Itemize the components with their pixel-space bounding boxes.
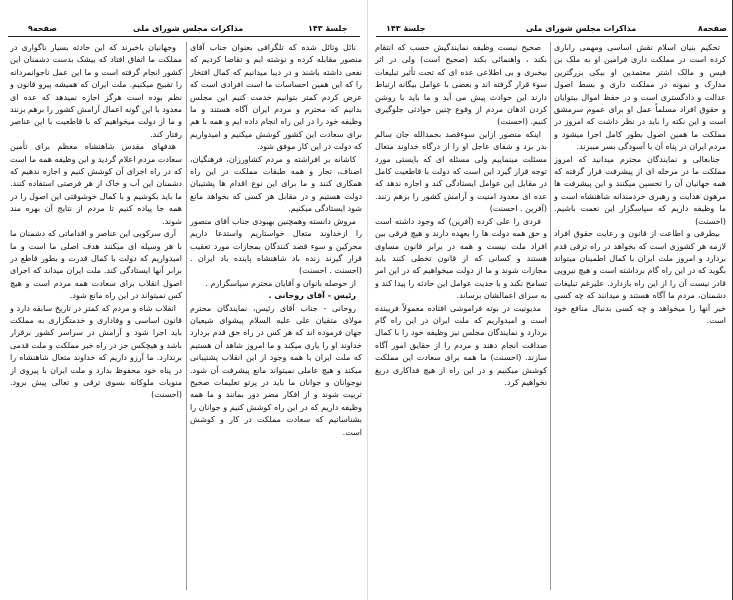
column-right xyxy=(190,42,362,590)
paragraph: نائل وتائل شده که تلگرافی بعنوان جناب آقای منصور مقابله کرده و نوشته ایم و تقاضا کردیم که نفعی داشته باشند و در دیبا میدانیم که کمال افتخار را که این همین احساسات ما است افرادی است که عرض کردم کمتر بتوانیم خدمت کنیم این مجلس بدانیم که محترم و مردم ایران آگاه هستند و ما وظیفه خود را در این راه انجام داده ایم و همه با هم برای سعادت این کشور کوشش میکنیم و امیدواریم که دولت در این کار موفق شود. xyxy=(190,43,362,152)
paragraph: مدیونیت در بوته فراموشی افتاده معمولاً فریبنده است و امیدواریم که ملت ایران در این راه گام بردارد و نمایندگان مجلس نیز وظیفه خود را با کمال صداقت انجام دهند و مردم را از حقایق امور آگاه سازند. (احسنت) ما همه برای سعادت این مملکت کوشش میکنیم و در این راه از هیچ فداکاری دریغ نخواهیم کرد. xyxy=(375,303,547,387)
paragraph: روحانی - جناب آقای رئیس، نمایندگان محترم مولای متقیان علی علیه السلام پیشوای شیعیان جهان فرموده اند که هر کس در راه حق قدم بردارد خداوند او را یاری میکند و ما امروز شاهد آن هستیم که ملت ایران با همه وجود از این انقلاب پشتیبانی میکند و هیچ عاملی نمیتواند مانع پیشرفت آن شود. نوجوانان و جوانان ما باید در پرتو تعلیمات صحیح تربیت شوند و از افکار مضر دور بمانند و ما همه وظیفه داریم که در این راه کوشش کنیم و جوانان را بشناسانیم که سعادت مملکت در کار و کوشش است. xyxy=(190,303,362,437)
paragraph: اینکه منصور ازاین سوءقصد بحمدالله جان سالم بدر برد و شفای عاجل او را از درگاه خداوند متعال مسئلت مینماییم ولی مسئله ای که بایستی مورد توجه قرار گیرد این است که دولت با قاطعیت کامل در مقابل این عوامل ایستادگی کند و اجازه ندهد که عده ای معدود امنیت و آرامش کشور را برهم زنند. (آفرین . احسنت) xyxy=(375,129,547,214)
paragraph: هدفهای مقدس شاهنشاه معظم برای تأمین سعادت مردم اعلام گردید و این وظیفه همه ما است که در راه اجرای آن کوشش کنیم و اجازه ندهیم که دشمنان این آب و خاک از هر فرصتی استفاده کنند. ما باید بکوشیم و با کمال خوشوقتی این اصول را در همه جا پیاده کنیم تا مردم از نتایج آن بهره مند شوند. xyxy=(10,142,182,226)
right-page xyxy=(367,0,733,600)
column-divider xyxy=(186,42,187,590)
paragraph: از حوصله بانوان و آقایان محترم سپاسگزارم . xyxy=(205,278,356,288)
paragraph: مروش دانسته وهمچنین بهبودی جناب آقای منصور را ازخداوند متعال خواستاریم واستدعا داریم محرکین و سوء قصد کنندگان بمجازات مورد تعقیب قرار گیرند زنده باد شاهنشاه پاینده باد ایران . (احسنت . احسنت) xyxy=(190,216,362,276)
paragraph: صحیح نیست وظیفه نمایندگیش حسب که انتقام بکند ، واهنمائی بکند (صحیح است) ولی در اثر بیخبری و بی اطلاعی عده ای که تحت تأثیر تبلیغات سوء قرار گرفته اند و بعضی با عوامل بیگانه ارتباط دارند این حوادث پیش می آید و ما باید با روشن کردن اذهان مردم از وقوع چنین حوادثی جلوگیری کنیم. (احسنت) xyxy=(375,43,547,127)
paragraph: بیطرفی و اطاعت از قانون و رعایت حقوق افراد لازمه هر کشوری است که بخواهد در راه ترقی قدم بردارد و امروز ملت ایران با کمال اطمینان میتواند بگوید که در این راه گام برداشته است و هیچ نیرویی قادر نیست آن را از این راه بازدارد. علیرغم تبلیغات دشمنان، مردم ما آگاه هستند و میدانند که چه کسی خیر آنها را میخواهد و چه کسی بدنبال منافع خود است. xyxy=(554,229,726,325)
paragraph: آری سرکوبی این عناصر و اقداماتی که دشمنان ما با هر وسیله ای میکنند هدف اصلی ما است و ما امیدواریم که دولت با کمال قدرت و بطور قاطع در برابر آنها ایستادگی کند. ملت ایران میداند که اجرای اصول انقلاب برای سعادت همه مردم است و هیچ کس نمیتواند در این راه مانع شود. xyxy=(10,229,182,301)
column-left xyxy=(10,42,182,590)
column-left xyxy=(375,42,547,590)
session-number: جلسهٔ ۱۴۳ xyxy=(386,24,426,33)
speaker-line: رئیس - آقای روحانی . xyxy=(268,291,356,301)
page-number: صفحه۹ xyxy=(28,24,57,33)
right-page-header xyxy=(376,22,728,37)
running-title: مذاکرات مجلس شورای ملی xyxy=(526,24,637,33)
session-number: جلسهٔ ۱۴۳ xyxy=(308,24,348,33)
left-page xyxy=(0,0,366,600)
page-number: صفحه۸ xyxy=(698,24,727,33)
paragraph: کاشانه بر افراشته و مردم کشاورزان، فرهنگیان، اصناف، تجار و همه طبقات مملکت در این راه همکاری کنند و ما برای این نوع اقدام ها پشتیبان دولت هستیم و در مقابل هر کسی که بخواهد مانع شود ایستادگی میکنیم. xyxy=(190,154,362,214)
column-divider xyxy=(550,42,551,590)
paragraph: جنابعالی و نمایندگان محترم میدانید که امروز مملکت ما در مرحله ای از پیشرفت قرار گرفته که همه جهانیان آن را تحسین میکنند و این پیشرفت ها مرهون هدایت و رهبری خردمندانه شاهنشاه است و ما وظیفه داریم که سپاسگزار این نعمت باشیم. (احسنت) xyxy=(554,154,726,226)
paragraph: انقلاب شاه و مردم که کمتر در تاریخ سابقه دارد و قانون اساسی و وفاداری و خدمتگزاری به مملکت باید اجرا شود و آرامش در سراسر کشور برقرار باشد و هیچکس جز در راه خیر مملکت و ملت قدمی برندارد. ما آرزو داریم که خداوند متعال شاهنشاه را در پناه خود محفوظ بدارد و ملت ایران با پیروی از منویات ملوکانه بسوی ترقی و تعالی پیش برود. (احسنت) xyxy=(10,303,182,400)
paragraph: تحکیم بنیان اسلام نقش اساسی ومهمی راباری کرده است در مملکت داری فرامین او به ملک بن قیس و مالک اشتر معتمدین او بیکی بزرگترین مدارک و نمونه در مملکت داری و بسط اصول عدالت و دادگستری است و در حفظ اموال بیتوایان و حقوق افراد مسلماً عمل او برای عموم سرمشق است و این نکته را باید در نظر داشت که امروز در مملکت ما همین اصول بطور کامل اجرا میشود و مردم ایران در پناه آن با آسودگی بسر میبرند. xyxy=(554,43,726,152)
left-page-header xyxy=(8,22,360,37)
paragraph: فردی را علی کرده (آفرین) که وجود داشته است و حق همه دولت ها را بعهده دارند و هیچ فرقی بین افراد ملت نیست و همه در برابر قانون مساوی هستند و کسانی که از قانون تخطی کنند باید مجازات شوند و ما از دولت میخواهیم که در این امر تسامح نکند و با جدیت عوامل این حادثه را پیدا کند و به سزای اعمالشان برساند. xyxy=(375,216,547,301)
paragraph: وجهانیان باخبرند که این حادثه بسیار ناگواری در مملکت ما اتفاق افتاد که بیشک بدست دشمنان این کشور انجام گرفته است و ما این عمل ناجوانمردانه را تقبیح میکنیم. ملت ایران که همیشه پیرو قانون و نظم بوده است هرگز اجازه نمیدهد که عده ای معدود با این گونه اعمال آرامش کشور را برهم بزنند و ما از دولت میخواهیم که با قاطعیت با این عناصر رفتار کند. xyxy=(10,43,182,139)
running-title: مذاکرات مجلس شورای ملی xyxy=(133,24,244,33)
column-right xyxy=(554,42,726,590)
